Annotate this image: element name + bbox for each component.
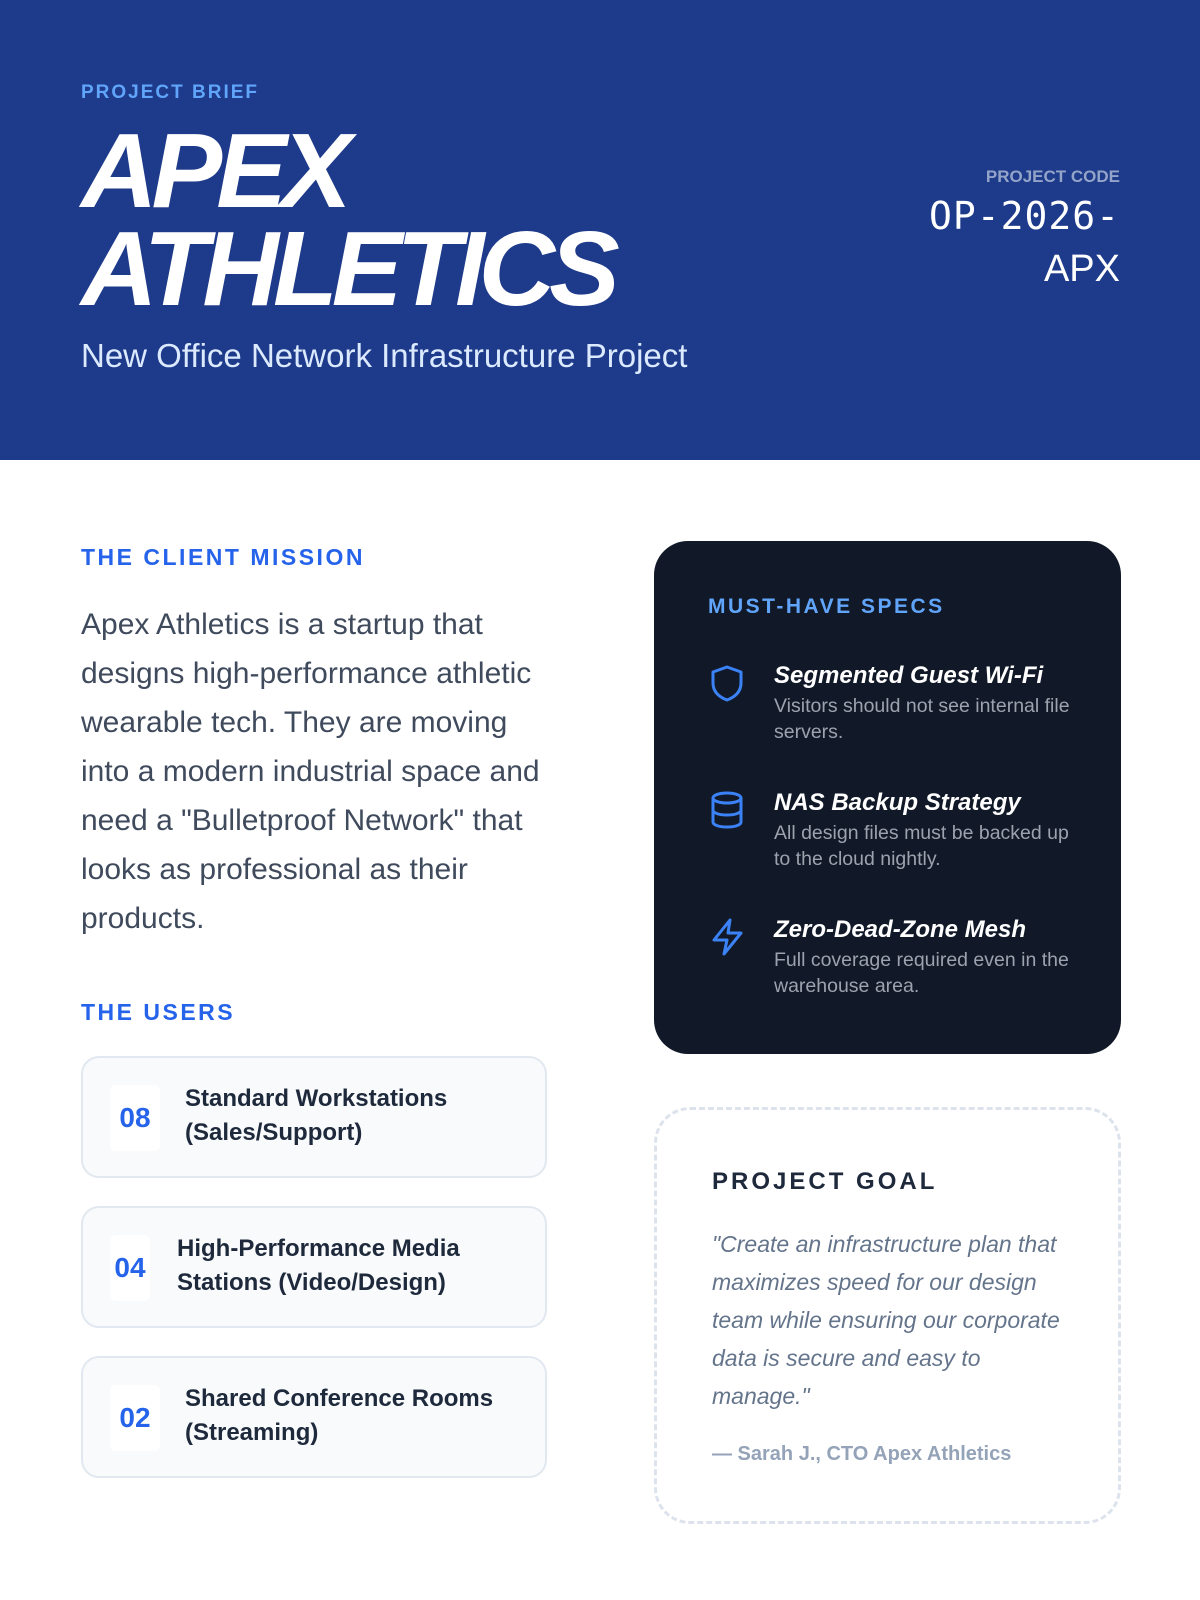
project-goal-card: [654, 1107, 1121, 1524]
goal-quote: "Create an infrastructure plan that maximizes speed for our design team while ensuring our corporate data is secure and easy to manage.": [712, 1231, 1060, 1409]
spec-title: Segmented Guest Wi-Fi: [774, 662, 1044, 689]
user-card: [81, 1056, 547, 1178]
shield-icon: [708, 662, 746, 704]
must-have-specs-card: [654, 541, 1121, 1054]
user-card-label: Standard Workstations (Sales/Support): [185, 1085, 448, 1146]
lightning-icon: [708, 916, 746, 958]
specs-heading: MUST-HAVE SPECS: [708, 595, 945, 618]
user-count-badge: 02: [110, 1385, 160, 1451]
user-card: [81, 1356, 547, 1478]
mission-text: Apex Athletics is a startup that designs high-performance athletic wearable tech. They are moving into a modern industrial space and need a "Bulletproof Network" that looks as professional as their products.: [81, 608, 540, 935]
spec-description: Visitors should not see internal file servers.: [774, 695, 1070, 743]
spec-item: [708, 916, 1088, 1006]
user-card-label: Shared Conference Rooms (Streaming): [185, 1385, 494, 1446]
brand-title-line2: ATHLETICS: [81, 210, 614, 328]
project-code-line1: OP-2026-: [928, 194, 1120, 238]
eyebrow-label: PROJECT BRIEF: [81, 82, 260, 103]
hero-header: [0, 0, 1200, 460]
user-count-badge: 08: [110, 1085, 160, 1151]
users-heading: THE USERS: [81, 999, 236, 1025]
user-count-badge: 04: [110, 1235, 150, 1301]
page-subtitle: New Office Network Infrastructure Project: [81, 337, 688, 374]
user-card-label: High-Performance Media Stations (Video/Design): [177, 1235, 460, 1296]
spec-title: Zero-Dead-Zone Mesh: [774, 916, 1027, 943]
brand-title: [81, 112, 614, 328]
project-code-line2: APX: [1043, 248, 1120, 290]
spec-item: [708, 789, 1088, 879]
brand-title-line1: APEX: [81, 112, 346, 230]
spec-item: [708, 662, 1088, 752]
spec-title: NAS Backup Strategy: [774, 789, 1021, 816]
user-card: [81, 1206, 547, 1328]
spec-description: Full coverage required even in the warehouse area.: [774, 949, 1069, 997]
database-icon: [708, 789, 746, 831]
mission-heading: THE CLIENT MISSION: [81, 544, 365, 570]
project-code-label: PROJECT CODE: [985, 167, 1120, 186]
goal-author: — Sarah J., CTO Apex Athletics: [712, 1443, 1012, 1465]
project-code-value: [890, 190, 1120, 296]
spec-description: All design files must be backed up to the cloud nightly.: [774, 822, 1069, 870]
goal-heading: PROJECT GOAL: [712, 1168, 938, 1195]
